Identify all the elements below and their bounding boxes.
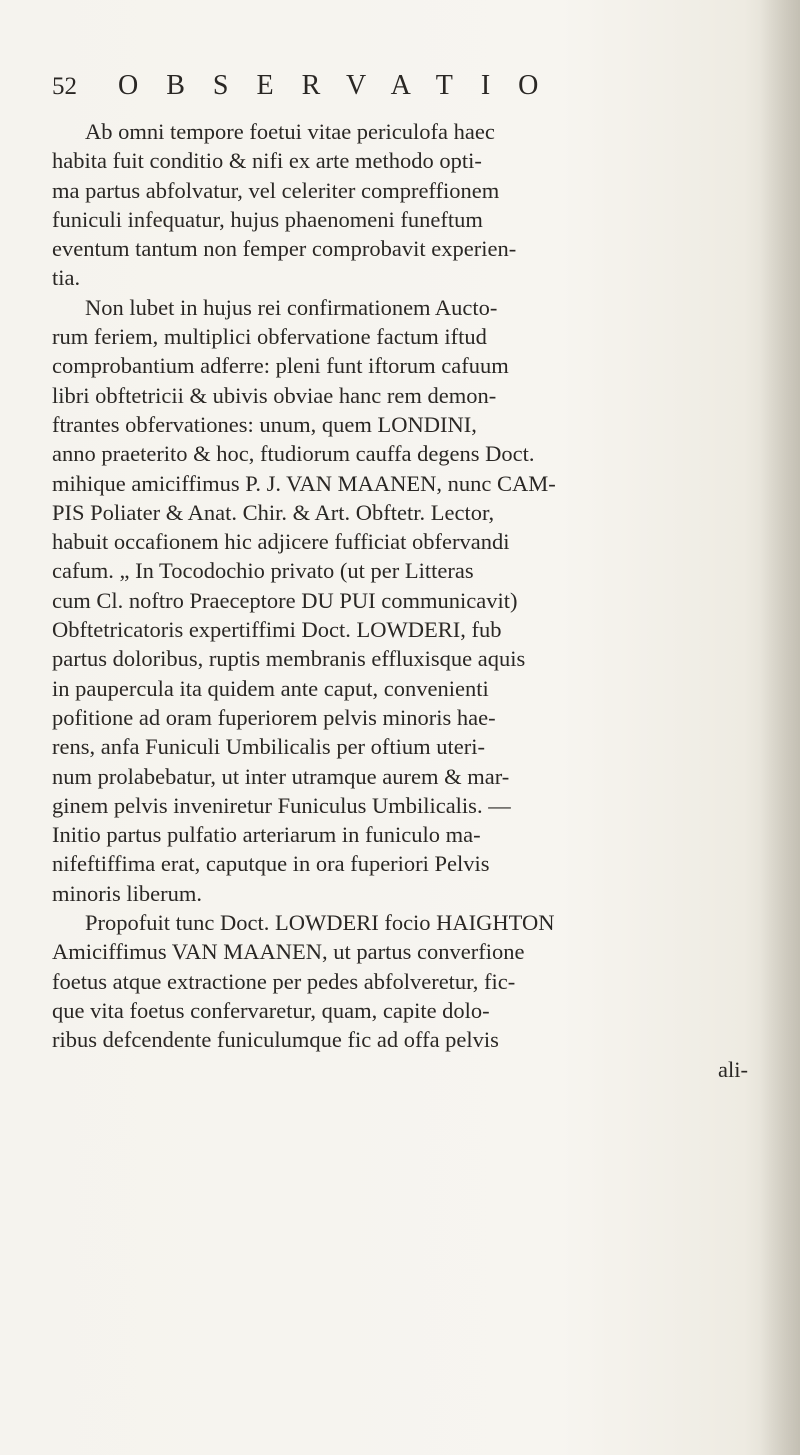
text-line: mihique amiciffimus P. J. VAN MAANEN, nunc CAM- bbox=[52, 470, 556, 496]
text-line: habita fuit conditio & nifi ex arte methodo opti- bbox=[52, 148, 482, 174]
page-edge-shadow bbox=[760, 0, 800, 1455]
catchword: ali- bbox=[718, 1056, 748, 1082]
text-line: ginem pelvis inveniretur Funiculus Umbilicalis. — bbox=[52, 792, 511, 818]
text-line: in paupercula ita quidem ante caput, convenienti bbox=[52, 675, 489, 701]
page-header bbox=[52, 70, 752, 110]
text-line: Initio partus pulfatio arteriarum in funiculo ma- bbox=[52, 822, 481, 848]
text-line: Obftetricatoris expertiffimi Doct. LOWDERI, fub bbox=[52, 617, 502, 643]
text-line: ftrantes obfervationes: unum, quem LONDINI, bbox=[52, 411, 477, 437]
text-line: rens, anfa Funiculi Umbilicalis per oftium uteri- bbox=[52, 734, 486, 760]
text-line: foetus atque extractione per pedes abfolveretur, fic- bbox=[52, 968, 516, 994]
text-line: pofitione ad oram fuperiorem pelvis minoris hae- bbox=[52, 704, 496, 730]
text-line: nifeftiffima erat, caputque in ora fuperiori Pelvis bbox=[52, 851, 490, 877]
text-line: PIS Poliater & Anat. Chir. & Art. Obftetr. Lector, bbox=[52, 499, 495, 525]
text-line: Propofuit tunc Doct. LOWDERI focio HAIGHTON bbox=[85, 910, 555, 936]
text-line: habuit occafionem hic adjicere fufficiat obfervandi bbox=[52, 529, 510, 555]
text-line: eventum tantum non femper comprobavit experien- bbox=[52, 236, 517, 262]
text-line: ma partus abfolvatur, vel celeriter compreffionem bbox=[52, 177, 500, 203]
text-line: libri obftetricii & ubivis obviae hanc rem demon- bbox=[52, 382, 497, 408]
text-line: funiculi infequatur, hujus phaenomeni funeftum bbox=[52, 206, 483, 232]
text-line: rum feriem, multiplici obfervatione factum iftud bbox=[52, 324, 487, 350]
text-line: Amiciffimus VAN MAANEN, ut partus converfione bbox=[52, 939, 525, 965]
text-line: cum Cl. noftro Praeceptore DU PUI communicavit) bbox=[52, 587, 518, 613]
text-line: comprobantium adferre: pleni funt iftorum cafuum bbox=[52, 353, 509, 379]
text-line: Ab omni tempore foetui vitae periculofa haec bbox=[85, 119, 495, 144]
body-text bbox=[52, 117, 756, 1084]
text-line: minoris liberum. bbox=[52, 880, 202, 906]
running-head: OBSERVATIO bbox=[118, 70, 567, 101]
text-line: que vita foetus confervaretur, quam, capite dolo- bbox=[52, 997, 490, 1023]
text-line: Non lubet in hujus rei confirmationem Aucto- bbox=[85, 294, 498, 320]
text-line: cafum. „ In Tocodochio privato (ut per Litteras bbox=[52, 558, 474, 584]
text-line: partus doloribus, ruptis membranis effluxisque aquis bbox=[52, 646, 526, 672]
text-line: num prolabebatur, ut inter utramque aurem & mar- bbox=[52, 763, 510, 789]
text-line: anno praeterito & hoc, ftudiorum cauffa degens Doct. bbox=[52, 441, 535, 467]
text-line: tia. bbox=[52, 265, 81, 291]
page-number: 52 bbox=[52, 73, 77, 100]
text-line: ribus defcendente funiculumque fic ad offa pelvis bbox=[52, 1027, 499, 1053]
